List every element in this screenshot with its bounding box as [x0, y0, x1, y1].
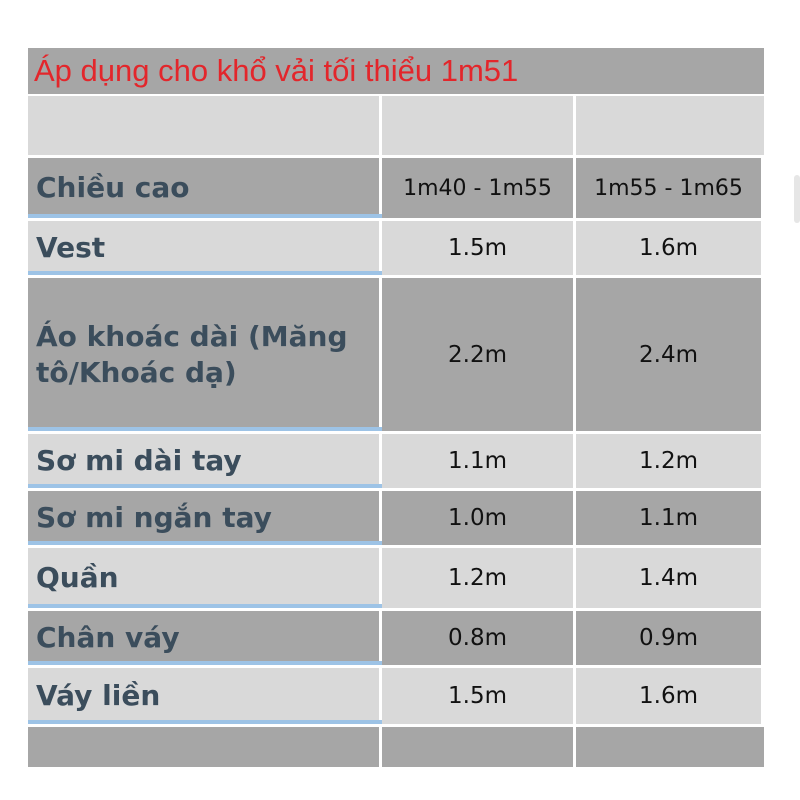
- fabric-amount-1: 1.5m: [382, 668, 576, 724]
- fabric-amount-1: 0.8m: [382, 611, 576, 665]
- item-label: Vest: [28, 221, 382, 275]
- fabric-size-table: [28, 96, 764, 767]
- item-label: Sơ mi ngắn tay: [28, 491, 382, 545]
- empty-cell: [576, 727, 764, 767]
- fabric-amount-1: 1.0m: [382, 491, 576, 545]
- fabric-amount-2: 1.2m: [576, 434, 764, 488]
- fabric-amount-2: 1.6m: [576, 221, 764, 275]
- table-row: [28, 491, 764, 545]
- fabric-amount-1: 2.2m: [382, 278, 576, 431]
- height-label: Chiều cao: [28, 158, 382, 218]
- item-label: Quần: [28, 548, 382, 608]
- empty-cell: [382, 727, 576, 767]
- fabric-amount-2: 1.4m: [576, 548, 764, 608]
- fabric-amount-1: 1.5m: [382, 221, 576, 275]
- table-row: [28, 434, 764, 488]
- height-range-2: 1m55 - 1m65: [576, 158, 764, 218]
- item-label: Áo khoác dài (Măng tô/Khoác dạ): [28, 278, 382, 431]
- fabric-amount-2: 1.1m: [576, 491, 764, 545]
- table-title: Áp dụng cho khổ vải tối thiểu 1m51: [28, 48, 764, 94]
- empty-cell: [28, 727, 382, 767]
- empty-cell: [382, 96, 576, 155]
- scrollbar[interactable]: [794, 175, 800, 223]
- fabric-amount-1: 1.1m: [382, 434, 576, 488]
- item-label: Chân váy: [28, 611, 382, 665]
- table-row: [28, 668, 764, 724]
- height-header-row: [28, 158, 764, 218]
- empty-header-row: [28, 96, 764, 155]
- empty-cell: [576, 96, 764, 155]
- table-row: [28, 611, 764, 665]
- height-range-1: 1m40 - 1m55: [382, 158, 576, 218]
- fabric-amount-2: 1.6m: [576, 668, 764, 724]
- fabric-amount-2: 2.4m: [576, 278, 764, 431]
- item-label: Sơ mi dài tay: [28, 434, 382, 488]
- empty-footer-row: [28, 727, 764, 767]
- empty-cell: [28, 96, 382, 155]
- table-row: [28, 278, 764, 431]
- fabric-amount-2: 0.9m: [576, 611, 764, 665]
- table-row: [28, 548, 764, 608]
- fabric-amount-1: 1.2m: [382, 548, 576, 608]
- item-label: Váy liền: [28, 668, 382, 724]
- table-row: [28, 221, 764, 275]
